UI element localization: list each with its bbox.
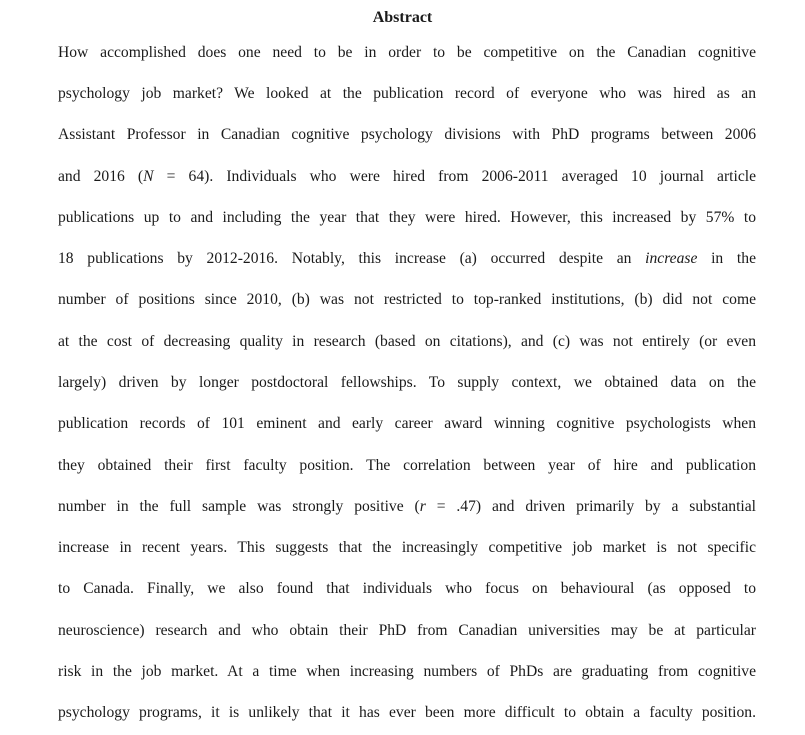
abstract-line-10: publication records of 101 eminent and early career award winning cognitive psychologists when [58,415,756,432]
abstract-line-12-part-1: number in the full sample was strongly positive ( [58,498,420,515]
abstract-line-4 [58,167,756,187]
abstract-line-4-part-1: and 2016 ( [58,168,144,185]
abstract-line-5: publications up to and including the year that they were hired. However, this increased by 57% to [58,209,756,226]
abstract-line-16: risk in the job market. At a time when increasing numbers of PhDs are graduating from cognitive [58,663,756,680]
abstract-line-17: psychology programs, it is unlikely that it has ever been more difficult to obtain a faculty position. [58,704,756,721]
abstract-line-12-part-2: = .47) and driven primarily by a substantial [425,498,757,515]
abstract-heading: Abstract [372,9,433,26]
abstract-line-4-italic: N [143,168,154,185]
abstract-line-8: at the cost of decreasing quality in research (based on citations), and (c) was not entirely (or even [58,333,756,350]
abstract-line-7: number of positions since 2010, (b) was not restricted to top-ranked institutions, (b) did not come [58,291,756,308]
abstract-line-6-part-1: 18 publications by 2012-2016. Notably, this increase (a) occurred despite an [58,250,646,267]
abstract-line-1: How accomplished does one need to be in order to be competitive on the Canadian cognitive [58,44,756,61]
abstract-line-2: psychology job market? We looked at the publication record of everyone who was hired as an [58,85,756,102]
abstract-line-14: to Canada. Finally, we also found that individuals who focus on behavioural (as opposed to [58,580,756,597]
abstract-line-6-part-2: in the [697,250,756,267]
abstract-line-13: increase in recent years. This suggests that the increasingly competitive job market is not specific [58,539,756,556]
abstract-line-4-part-2: = 64). Individuals who were hired from 2006-2011 averaged 10 journal article [153,168,756,185]
abstract-line-11: they obtained their first faculty position. The correlation between year of hire and publication [58,457,756,474]
abstract-line-3: Assistant Professor in Canadian cognitive psychology divisions with PhD programs between 2006 [58,126,756,143]
abstract-line-12-italic: r [419,498,426,515]
abstract-line-6 [58,249,756,269]
abstract-line-15: neuroscience) research and who obtain their PhD from Canadian universities may be at particular [58,622,756,639]
abstract-line-9: largely) driven by longer postdoctoral fellowships. To supply context, we obtained data on the [58,374,756,391]
abstract-line-12 [58,497,756,517]
abstract-line-6-italic: increase [645,250,698,267]
